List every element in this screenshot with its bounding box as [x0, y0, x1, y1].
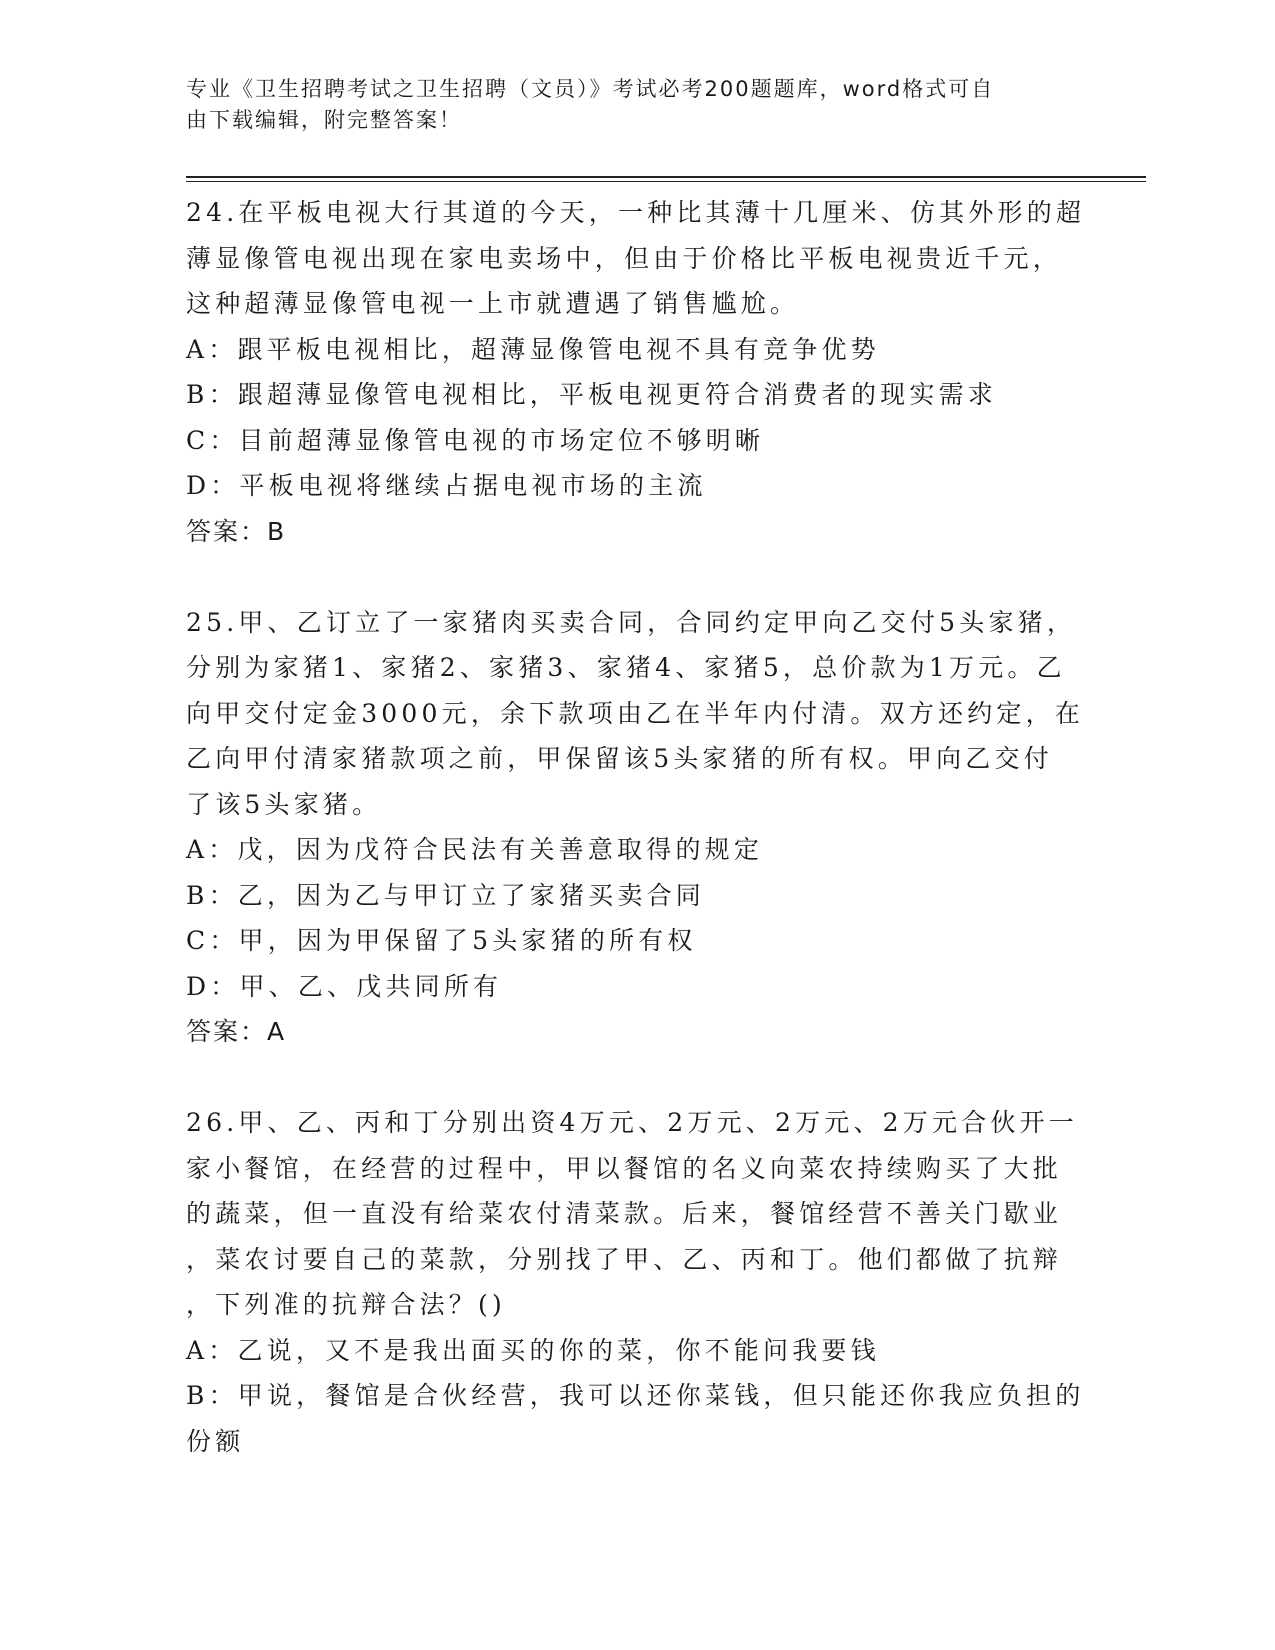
option-a: A：跟平板电视相比，超薄显像管电视不具有竞争优势 [186, 334, 880, 364]
question-25 [186, 600, 1086, 1055]
question-stem-line: 分别为家猪1、家猪2、家猪3、家猪4、家猪5，总价款为1万元。乙 [186, 653, 1066, 682]
option-a: A：戊，因为戊符合民法有关善意取得的规定 [186, 835, 764, 864]
header-line-2: 由下载编辑，附完整答案！ [186, 108, 462, 132]
header-line-1: 专业《卫生招聘考试之卫生招聘（文员）》考试必考200题题库，word格式可自 [186, 77, 995, 101]
option-b: B：乙，因为乙与甲订立了家猪买卖合同 [186, 880, 705, 910]
header-rule-thick [186, 176, 1146, 178]
question-26 [186, 1100, 1086, 1464]
option-b: B：甲说，餐馆是合伙经营，我可以还你菜钱，但只能还你我应负担的 [186, 1381, 1085, 1410]
question-stem-line: ，下列准的抗辩合法？() [186, 1290, 506, 1319]
question-stem-line: 的蔬菜，但一直没有给菜农付清菜款。后来，餐馆经营不善关门歇业 [186, 1199, 1063, 1228]
question-stem-line: 乙向甲付清家猪款项之前，甲保留该5头家猪的所有权。甲向乙交付 [186, 744, 1053, 773]
option-b: B：跟超薄显像管电视相比，平板电视更符合消费者的现实需求 [186, 380, 997, 409]
question-stem-line: 向甲交付定金3000元，余下款项由乙在半年内付清。双方还约定，在 [186, 698, 1085, 728]
question-stem-line: 薄显像管电视出现在家电卖场中，但由于价格比平板电视贵近千元， [186, 243, 1063, 273]
question-stem-line: 这种超薄显像管电视一上市就遭遇了销售尴尬。 [186, 289, 800, 318]
question-stem-line: 家小餐馆，在经营的过程中，甲以餐馆的名义向菜农持续购买了大批 [186, 1153, 1063, 1183]
option-d: D：平板电视将继续占据电视市场的主流 [186, 471, 707, 500]
option-c: C：目前超薄显像管电视的市场定位不够明晰 [186, 425, 765, 455]
spacer [186, 1055, 1086, 1101]
option-b-continued: 份额 [186, 1426, 245, 1456]
answer-label: 答案：B [186, 516, 287, 546]
option-d: D：甲、乙、戊共同所有 [186, 971, 503, 1001]
document-header-note [186, 74, 1066, 136]
question-24 [186, 190, 1086, 554]
question-stem-line: 25.甲、乙订立了一家猪肉买卖合同，合同约定甲向乙交付5头家猪， [186, 607, 1077, 637]
answer-label: 答案：A [186, 1017, 287, 1046]
option-a: A：乙说，又不是我出面买的你的菜，你不能问我要钱 [186, 1335, 880, 1365]
question-stem-line: 24.在平板电视大行其道的今天，一种比其薄十几厘米、仿其外形的超 [186, 198, 1086, 227]
header-rule-thin [186, 181, 1146, 182]
spacer [186, 554, 1086, 600]
question-list [186, 190, 1086, 1464]
question-stem-line: 26.甲、乙、丙和丁分别出资4万元、2万元、2万元、2万元合伙开一 [186, 1108, 1078, 1137]
question-stem-line: 了该5头家猪。 [186, 789, 382, 819]
option-c: C：甲，因为甲保留了5头家猪的所有权 [186, 926, 697, 955]
question-stem-line: ，菜农讨要自己的菜款，分别找了甲、乙、丙和丁。他们都做了抗辩 [186, 1244, 1063, 1274]
